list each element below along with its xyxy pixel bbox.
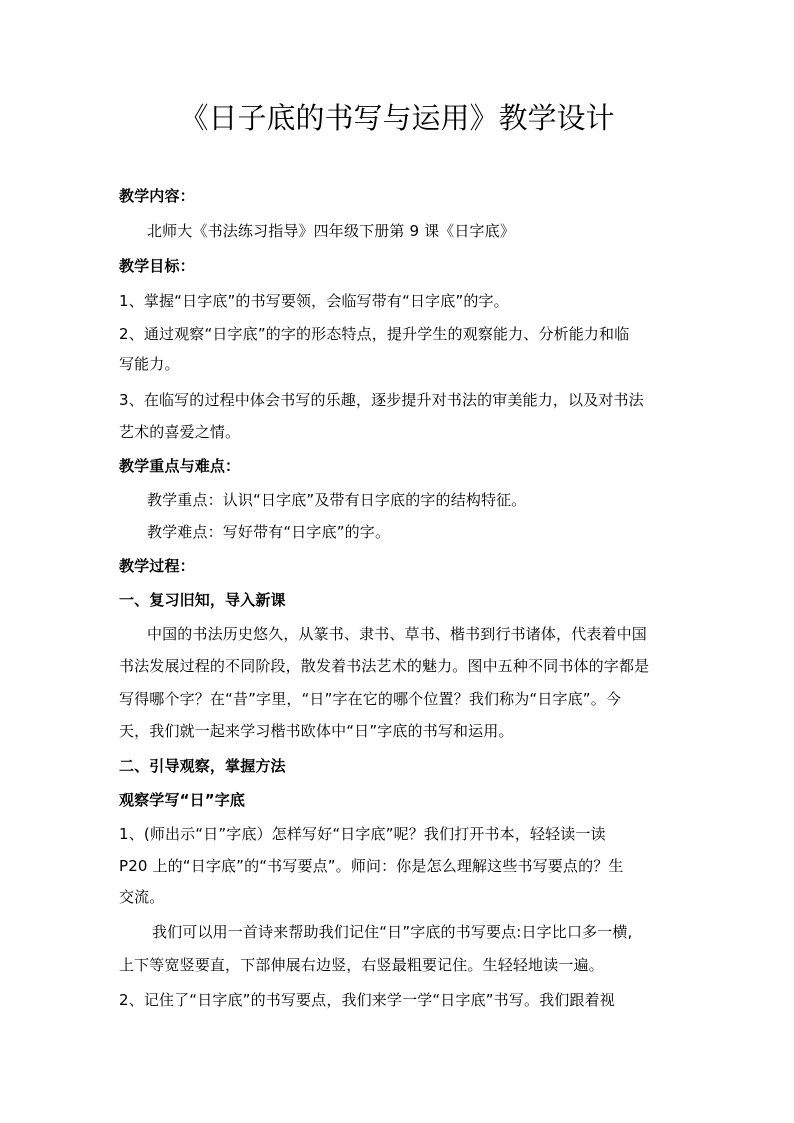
goal-2-line-1: 2、通过观察“日字底”的字的形态特点，提升学生的观察能力、分析能力和临 [119, 325, 630, 343]
step-2-line-1: 2、记住了“日字底”的书写要点，我们来学一学“日字底”书写。我们跟着视 [119, 991, 615, 1009]
poem-para-line-2: 上下等宽竖要直，下部伸展右边竖，右竖最粗要记住。生轻轻地读一遍。 [119, 956, 604, 974]
paragraph-textbook: 北师大《书法练习指导》四年级下册第 9 课《日字底》 [147, 222, 515, 240]
difficult-point: 教学难点：写好带有“日字底”的字。 [147, 523, 391, 541]
section-1-para-line-1: 中国的书法历史悠久，从篆书、隶书、草书、楷书到行书诸体，代表着中国 [147, 625, 647, 643]
section-1-para-line-2: 书法发展过程的不同阶段，散发着书法艺术的魅力。图中五种不同书体的字都是 [119, 657, 650, 675]
poem-para-line-1: 我们可以用一首诗来帮助我们记住“日”字底的书写要点:日字比口多一横, [152, 923, 633, 941]
step-1-line-3: 交流。 [119, 888, 165, 906]
section-1-para-line-4: 天，我们就一起来学习楷书欧体中“日”字底的书写和运用。 [119, 722, 514, 740]
heading-teaching-goals: 教学目标： [119, 257, 195, 275]
goal-1: 1、掌握“日字底”的书写要领，会临写带有“日字底”的字。 [119, 292, 509, 310]
section-2-heading: 二、引导观察，掌握方法 [119, 757, 286, 775]
step-1-line-2: P20 上的“日字底”的“书写要点”。师问：你是怎么理解这些书写要点的？生 [119, 857, 624, 875]
heading-teaching-content: 教学内容： [119, 187, 195, 205]
section-1-para-line-3: 写得哪个字？在“昔”字里，“日”字在它的哪个位置？我们称为“日字底”。今 [119, 690, 622, 708]
goal-3-line-2: 艺术的喜爱之情。 [119, 423, 241, 441]
heading-teaching-process: 教学过程： [119, 557, 195, 575]
heading-key-difficult-points: 教学重点与难点： [119, 457, 241, 475]
section-1-heading: 一、复习旧知，导入新课 [119, 591, 286, 609]
subsection-heading: 观察学写“日”字底 [119, 791, 246, 809]
goal-2-line-2: 写能力。 [119, 355, 180, 373]
key-point: 教学重点：认识“日字底”及带有日字底的字的结构特征。 [147, 491, 527, 509]
goal-3-line-1: 3、在临写的过程中体会书写的乐趣，逐步提升对书法的审美能力，以及对书法 [119, 391, 644, 409]
document-title: 《日子底的书写与运用》教学设计 [179, 101, 615, 135]
step-1-line-1: 1、(师出示“日”字底）怎样写好“日字底”呢？我们打开书本，轻轻读一读 [119, 825, 606, 843]
